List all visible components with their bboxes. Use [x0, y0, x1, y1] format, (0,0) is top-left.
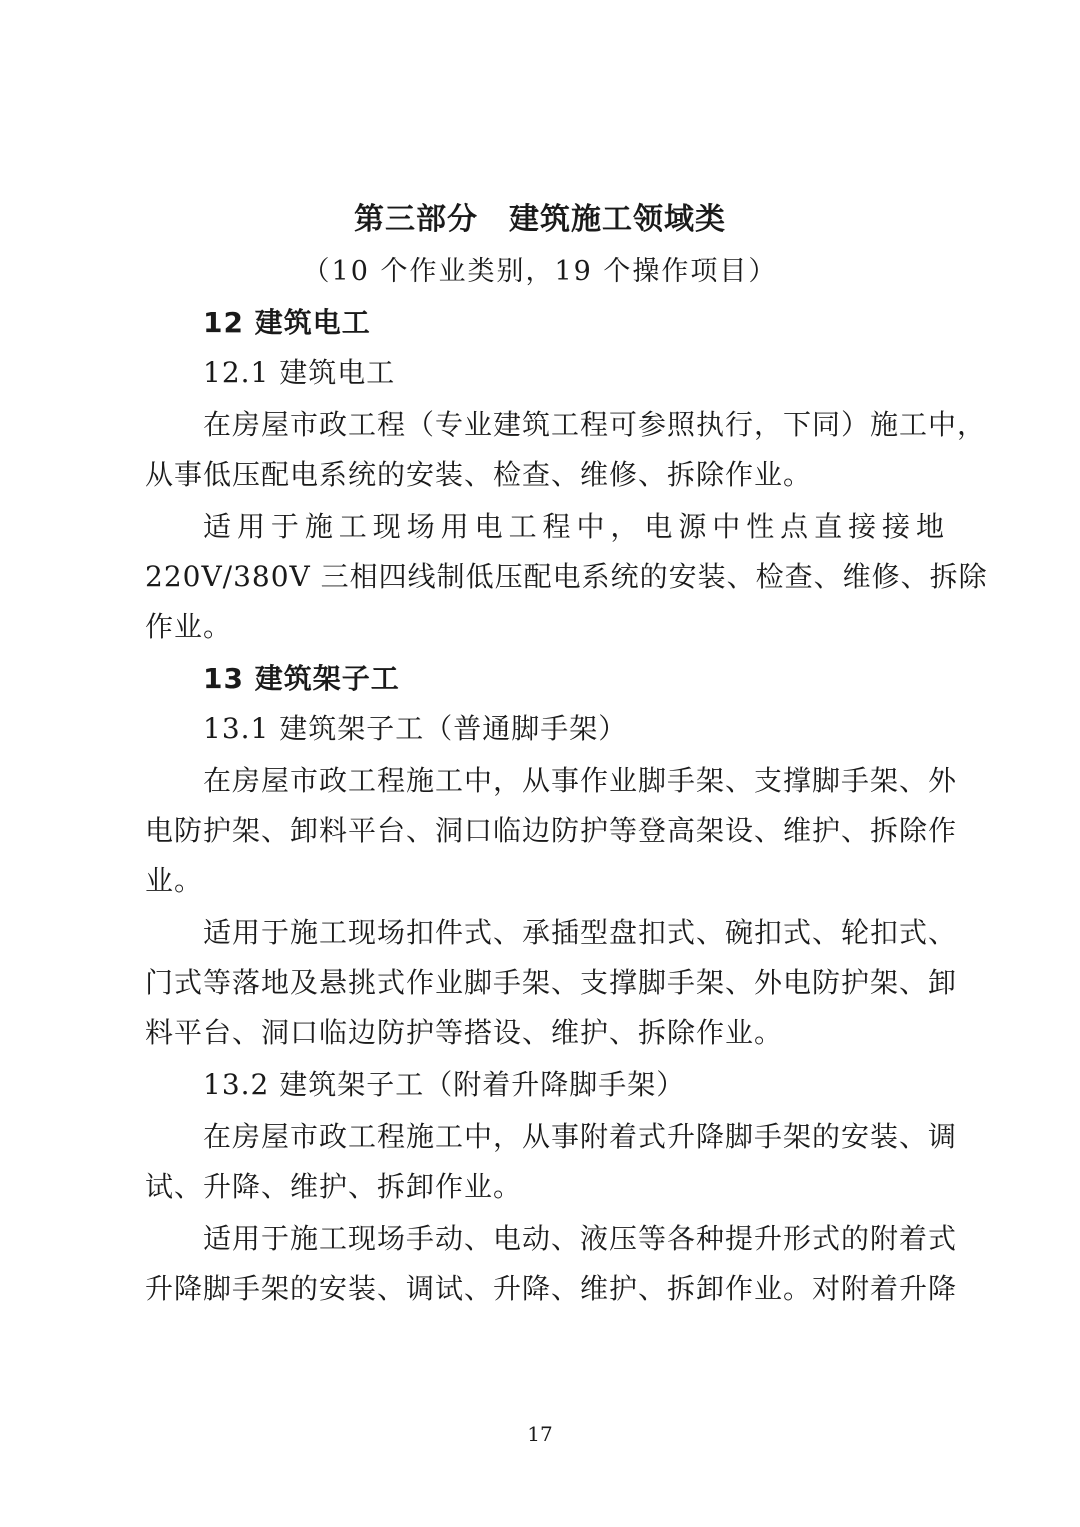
- item-13-1-paragraph-2-line-1: 适用于施工现场扣件式、承插型盘扣式、碗扣式、轮扣式、: [203, 916, 958, 949]
- item-13-1-paragraph-2-line-3: 料平台、洞口临边防护等搭设、维护、拆除作业。: [145, 1016, 784, 1049]
- section-13-heading: 13 建筑架子工: [203, 662, 400, 695]
- item-13-1-paragraph-2-line-2: 门式等落地及悬挑式作业脚手架、支撑脚手架、外电防护架、卸: [145, 966, 958, 999]
- item-12-1-paragraph-1-line-2: 从事低压配电系统的安装、检查、维修、拆除作业。: [145, 458, 813, 491]
- item-13-2-paragraph-1-line-2: 试、升降、维护、拆卸作业。: [145, 1170, 523, 1203]
- part-subtitle: （10 个作业类别，19 个操作项目）: [302, 256, 778, 287]
- item-13-2-paragraph-2-line-2: 升降脚手架的安装、调试、升降、维护、拆卸作业。对附着升降: [145, 1272, 958, 1305]
- page-number: 17: [527, 1422, 553, 1446]
- item-12-1-paragraph-2-line-3: 作业。: [145, 610, 233, 643]
- item-13-2-heading: 13.2 建筑架子工（附着升降脚手架）: [203, 1068, 686, 1101]
- part-title: 第三部分 建筑施工领域类: [354, 202, 726, 237]
- item-12-1-heading: 12.1 建筑电工: [203, 356, 396, 389]
- item-13-2-paragraph-2-line-1: 适用于施工现场手动、电动、液压等各种提升形式的附着式: [203, 1222, 958, 1255]
- item-12-1-paragraph-2-line-1: 适用于施工现场用电工程中，电源中性点直接接地: [203, 510, 945, 543]
- item-13-1-heading: 13.1 建筑架子工（普通脚手架）: [203, 712, 628, 745]
- item-13-1-paragraph-1-line-1: 在房屋市政工程施工中，从事作业脚手架、支撑脚手架、外: [203, 764, 958, 797]
- item-12-1-paragraph-2-line-2: 220V/380V 三相四线制低压配电系统的安装、检查、维修、拆除: [145, 560, 988, 593]
- item-13-1-paragraph-1-line-3: 业。: [145, 864, 204, 897]
- section-12-heading: 12 建筑电工: [203, 306, 371, 339]
- item-13-1-paragraph-1-line-2: 电防护架、卸料平台、洞口临边防护等登高架设、维护、拆除作: [145, 814, 958, 847]
- item-12-1-paragraph-1-line-1: 在房屋市政工程（专业建筑工程可参照执行，下同）施工中，: [203, 408, 987, 441]
- item-13-2-paragraph-1-line-1: 在房屋市政工程施工中，从事附着式升降脚手架的安装、调: [203, 1120, 958, 1153]
